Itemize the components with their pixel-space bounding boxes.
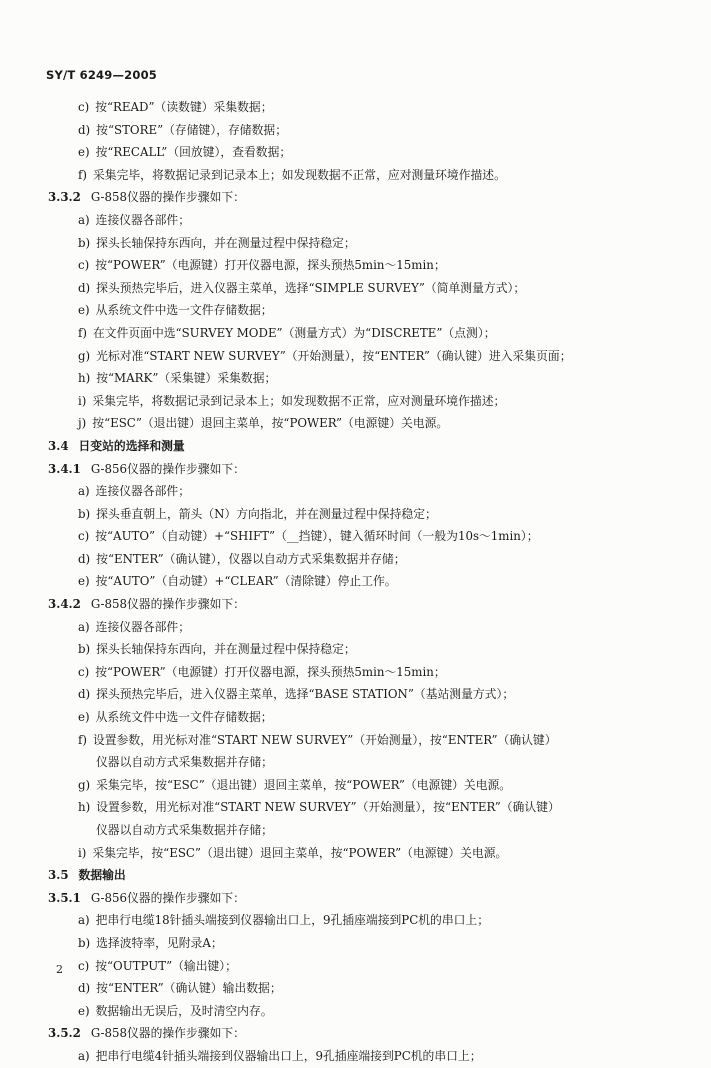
list-item-label: e) xyxy=(78,1003,90,1018)
list-item-text: 连接仪器各部件； xyxy=(95,619,191,634)
clause-number: 3.4.2 xyxy=(48,597,81,612)
list-item-text: 探头垂直朝上，箭头（N）方向指北，并在测量过程中保持稳定； xyxy=(96,506,437,521)
list-item-text: 按“MARK”（采集键）采集数据； xyxy=(96,371,277,386)
clause-text: G-856仪器的操作步骤如下： xyxy=(90,461,245,476)
list-item xyxy=(0,706,711,729)
list-item-text: 按“READ”（读数键）采集数据； xyxy=(95,100,273,114)
list-item xyxy=(0,548,711,571)
list-item xyxy=(0,96,711,119)
list-item xyxy=(0,345,711,368)
clause-text: 数据输出 xyxy=(78,868,126,883)
clause-heading xyxy=(0,186,711,209)
list-item xyxy=(0,322,711,345)
list-item-text: 按“STORE”（存储键），存储数据； xyxy=(96,122,287,137)
list-item xyxy=(0,977,711,1000)
list-item xyxy=(0,932,711,955)
clause-text: 日变站的选择和测量 xyxy=(78,438,185,453)
list-item-label: g) xyxy=(78,348,91,363)
list-item xyxy=(0,277,711,300)
list-item-label: a) xyxy=(78,619,90,634)
clause-heading xyxy=(0,1022,711,1045)
list-item-label: d) xyxy=(78,280,91,295)
list-item-text: 按“POWER”（电源键）打开仪器电源，探头预热5min～15min； xyxy=(95,258,446,273)
list-item xyxy=(0,638,711,661)
list-item-text: 从系统文件中选一文件存储数据； xyxy=(95,710,273,725)
clause-text: G-856仪器的操作步骤如下： xyxy=(90,890,245,905)
list-item xyxy=(0,774,711,797)
list-item xyxy=(0,299,711,322)
list-item-text: 按“OUTPUT”（输出键）； xyxy=(95,958,237,973)
clause-text: G-858仪器的操作步骤如下： xyxy=(90,597,245,612)
list-item-label: c) xyxy=(78,958,90,973)
list-item-label: e) xyxy=(78,710,90,725)
list-item xyxy=(0,955,711,978)
list-item-label: d) xyxy=(78,687,91,702)
list-item-text: 数据输出无误后，及时清空内存。 xyxy=(95,1003,273,1018)
list-item xyxy=(0,232,711,255)
list-item-text: 按“RECALL”（回放键），查看数据； xyxy=(95,145,292,160)
list-item-label: b) xyxy=(78,642,91,657)
list-item-text: 仪器以自动方式采集数据并存储； xyxy=(96,755,273,770)
list-item-text: 设置参数，用光标对准“START NEW SURVEY”（开始测量），按“ENTER”（确认键） xyxy=(96,800,560,815)
list-item xyxy=(0,164,711,187)
standard-code: SY/T 6249—2005 xyxy=(46,68,157,82)
list-item-label: b) xyxy=(78,235,91,250)
list-item-text: 光标对准“START NEW SURVEY”（开始测量），按“ENTER”（确认键）进入采集页面； xyxy=(96,348,572,363)
list-item xyxy=(0,683,711,706)
list-item-label: h) xyxy=(78,371,91,386)
list-item-text: 探头长轴保持东西向，并在测量过程中保持稳定； xyxy=(96,235,356,250)
list-item-text: 探头预热完毕后，进入仪器主菜单，选择“SIMPLE SURVEY”（简单测量方式）； xyxy=(96,280,526,295)
list-item xyxy=(0,390,711,413)
list-item-label: d) xyxy=(78,122,91,137)
list-item-text: 探头长轴保持东西向，并在测量过程中保持稳定； xyxy=(96,642,356,657)
list-item-text: 按“AUTO”（自动键）+“SHIFT”（__挡键），键入循环时间（一般为10s～1min）； xyxy=(95,529,539,544)
list-item-continuation xyxy=(0,819,711,842)
list-item-text: 把串行电缆18针插头端接到仪器输出口上，9孔插座端接到PC机的串口上； xyxy=(95,913,490,928)
list-item-label: f) xyxy=(78,325,87,340)
list-item xyxy=(0,503,711,526)
list-item xyxy=(0,842,711,865)
list-item-label: e) xyxy=(78,145,90,160)
list-item-text: 从系统文件中选一文件存储数据； xyxy=(95,303,273,318)
list-item-label: g) xyxy=(78,777,91,792)
list-item xyxy=(0,729,711,752)
body-text xyxy=(0,96,711,1068)
list-item-label: e) xyxy=(78,574,90,589)
list-item-text: 按“AUTO”（自动键）+“CLEAR”（清除键）停止工作。 xyxy=(95,574,397,589)
list-item-label: a) xyxy=(78,1048,90,1063)
section-heading xyxy=(0,864,711,887)
list-item-text: 在文件页面中选“SURVEY MODE”（测量方式）为“DISCRETE”（点测）； xyxy=(92,325,496,340)
list-item-label: c) xyxy=(78,100,90,114)
list-item-text: 连接仪器各部件； xyxy=(95,484,191,499)
list-item-text: 按“ESC”（退出键）退回主菜单，按“POWER”（电源键）关电源。 xyxy=(92,416,449,431)
list-item-label: h) xyxy=(78,800,91,815)
list-item-text: 采集完毕，按“ESC”（退出键）退回主菜单，按“POWER”（电源键）关电源。 xyxy=(96,777,512,792)
list-item xyxy=(0,616,711,639)
list-item-continuation xyxy=(0,751,711,774)
list-item-text: 按“ENTER”（确认键）输出数据； xyxy=(96,981,282,996)
list-item-label: i) xyxy=(78,393,87,408)
list-item-label: c) xyxy=(78,529,90,544)
section-heading xyxy=(0,435,711,458)
list-item-text: 把串行电缆4针插头端接到仪器输出口上，9孔插座端接到PC机的串口上； xyxy=(95,1048,482,1063)
list-item-label: b) xyxy=(78,506,91,521)
list-item-text: 仪器以自动方式采集数据并存储； xyxy=(96,823,273,837)
list-item xyxy=(0,141,711,164)
list-item-label: d) xyxy=(78,981,91,996)
list-item-text: 按“POWER”（电源键）打开仪器电源，探头预热5min～15min； xyxy=(95,664,446,679)
clause-number: 3.5 xyxy=(48,868,69,883)
clause-number: 3.5.1 xyxy=(48,890,81,905)
list-item xyxy=(0,367,711,390)
list-item-text: 采集完毕，将数据记录到记录本上；如发现数据不正常，应对测量环境作描述。 xyxy=(92,167,506,182)
list-item xyxy=(0,525,711,548)
clause-text: G-858仪器的操作步骤如下： xyxy=(90,190,245,205)
clause-heading xyxy=(0,593,711,616)
list-item-label: j) xyxy=(78,416,87,431)
list-item-text: 连接仪器各部件； xyxy=(95,212,191,227)
list-item-label: c) xyxy=(78,258,90,273)
list-item-label: a) xyxy=(78,484,90,499)
list-item xyxy=(0,480,711,503)
clause-number: 3.3.2 xyxy=(48,190,81,205)
list-item-label: c) xyxy=(78,664,90,679)
list-item-label: i) xyxy=(78,845,87,860)
list-item xyxy=(0,119,711,142)
list-item xyxy=(0,254,711,277)
list-item-text: 采集完毕，按“ESC”（退出键）退回主菜单，按“POWER”（电源键）关电源。 xyxy=(92,845,508,860)
clause-text: G-858仪器的操作步骤如下： xyxy=(90,1026,245,1041)
list-item xyxy=(0,209,711,232)
clause-number: 3.5.2 xyxy=(48,1026,81,1041)
list-item-label: f) xyxy=(78,167,87,182)
list-item-label: a) xyxy=(78,913,90,928)
list-item-text: 选择波特率，见附录A； xyxy=(96,935,223,950)
clause-heading xyxy=(0,887,711,910)
list-item xyxy=(0,412,711,435)
list-item-label: a) xyxy=(78,212,90,227)
list-item-text: 探头预热完毕后，进入仪器主菜单，选择“BASE STATION”（基站测量方式）； xyxy=(96,687,515,702)
list-item xyxy=(0,1000,711,1023)
clause-number: 3.4.1 xyxy=(48,461,81,476)
list-item-text: 按“ENTER”（确认键），仪器以自动方式采集数据并存储； xyxy=(96,551,406,566)
list-item-text: 设置参数，用光标对准“START NEW SURVEY”（开始测量），按“ENTER”（确认键） xyxy=(92,732,557,747)
list-item xyxy=(0,1045,711,1068)
clause-number: 3.4 xyxy=(48,438,69,453)
list-item-label: e) xyxy=(78,303,90,318)
clause-heading xyxy=(0,458,711,481)
list-item xyxy=(0,909,711,932)
list-item xyxy=(0,661,711,684)
list-item-label: f) xyxy=(78,732,87,747)
list-item-label: b) xyxy=(78,935,91,950)
list-item xyxy=(0,570,711,593)
page-number: 2 xyxy=(56,963,63,976)
list-item xyxy=(0,796,711,819)
list-item-label: d) xyxy=(78,551,91,566)
list-item-text: 采集完毕，将数据记录到记录本上；如发现数据不正常，应对测量环境作描述； xyxy=(92,393,506,408)
